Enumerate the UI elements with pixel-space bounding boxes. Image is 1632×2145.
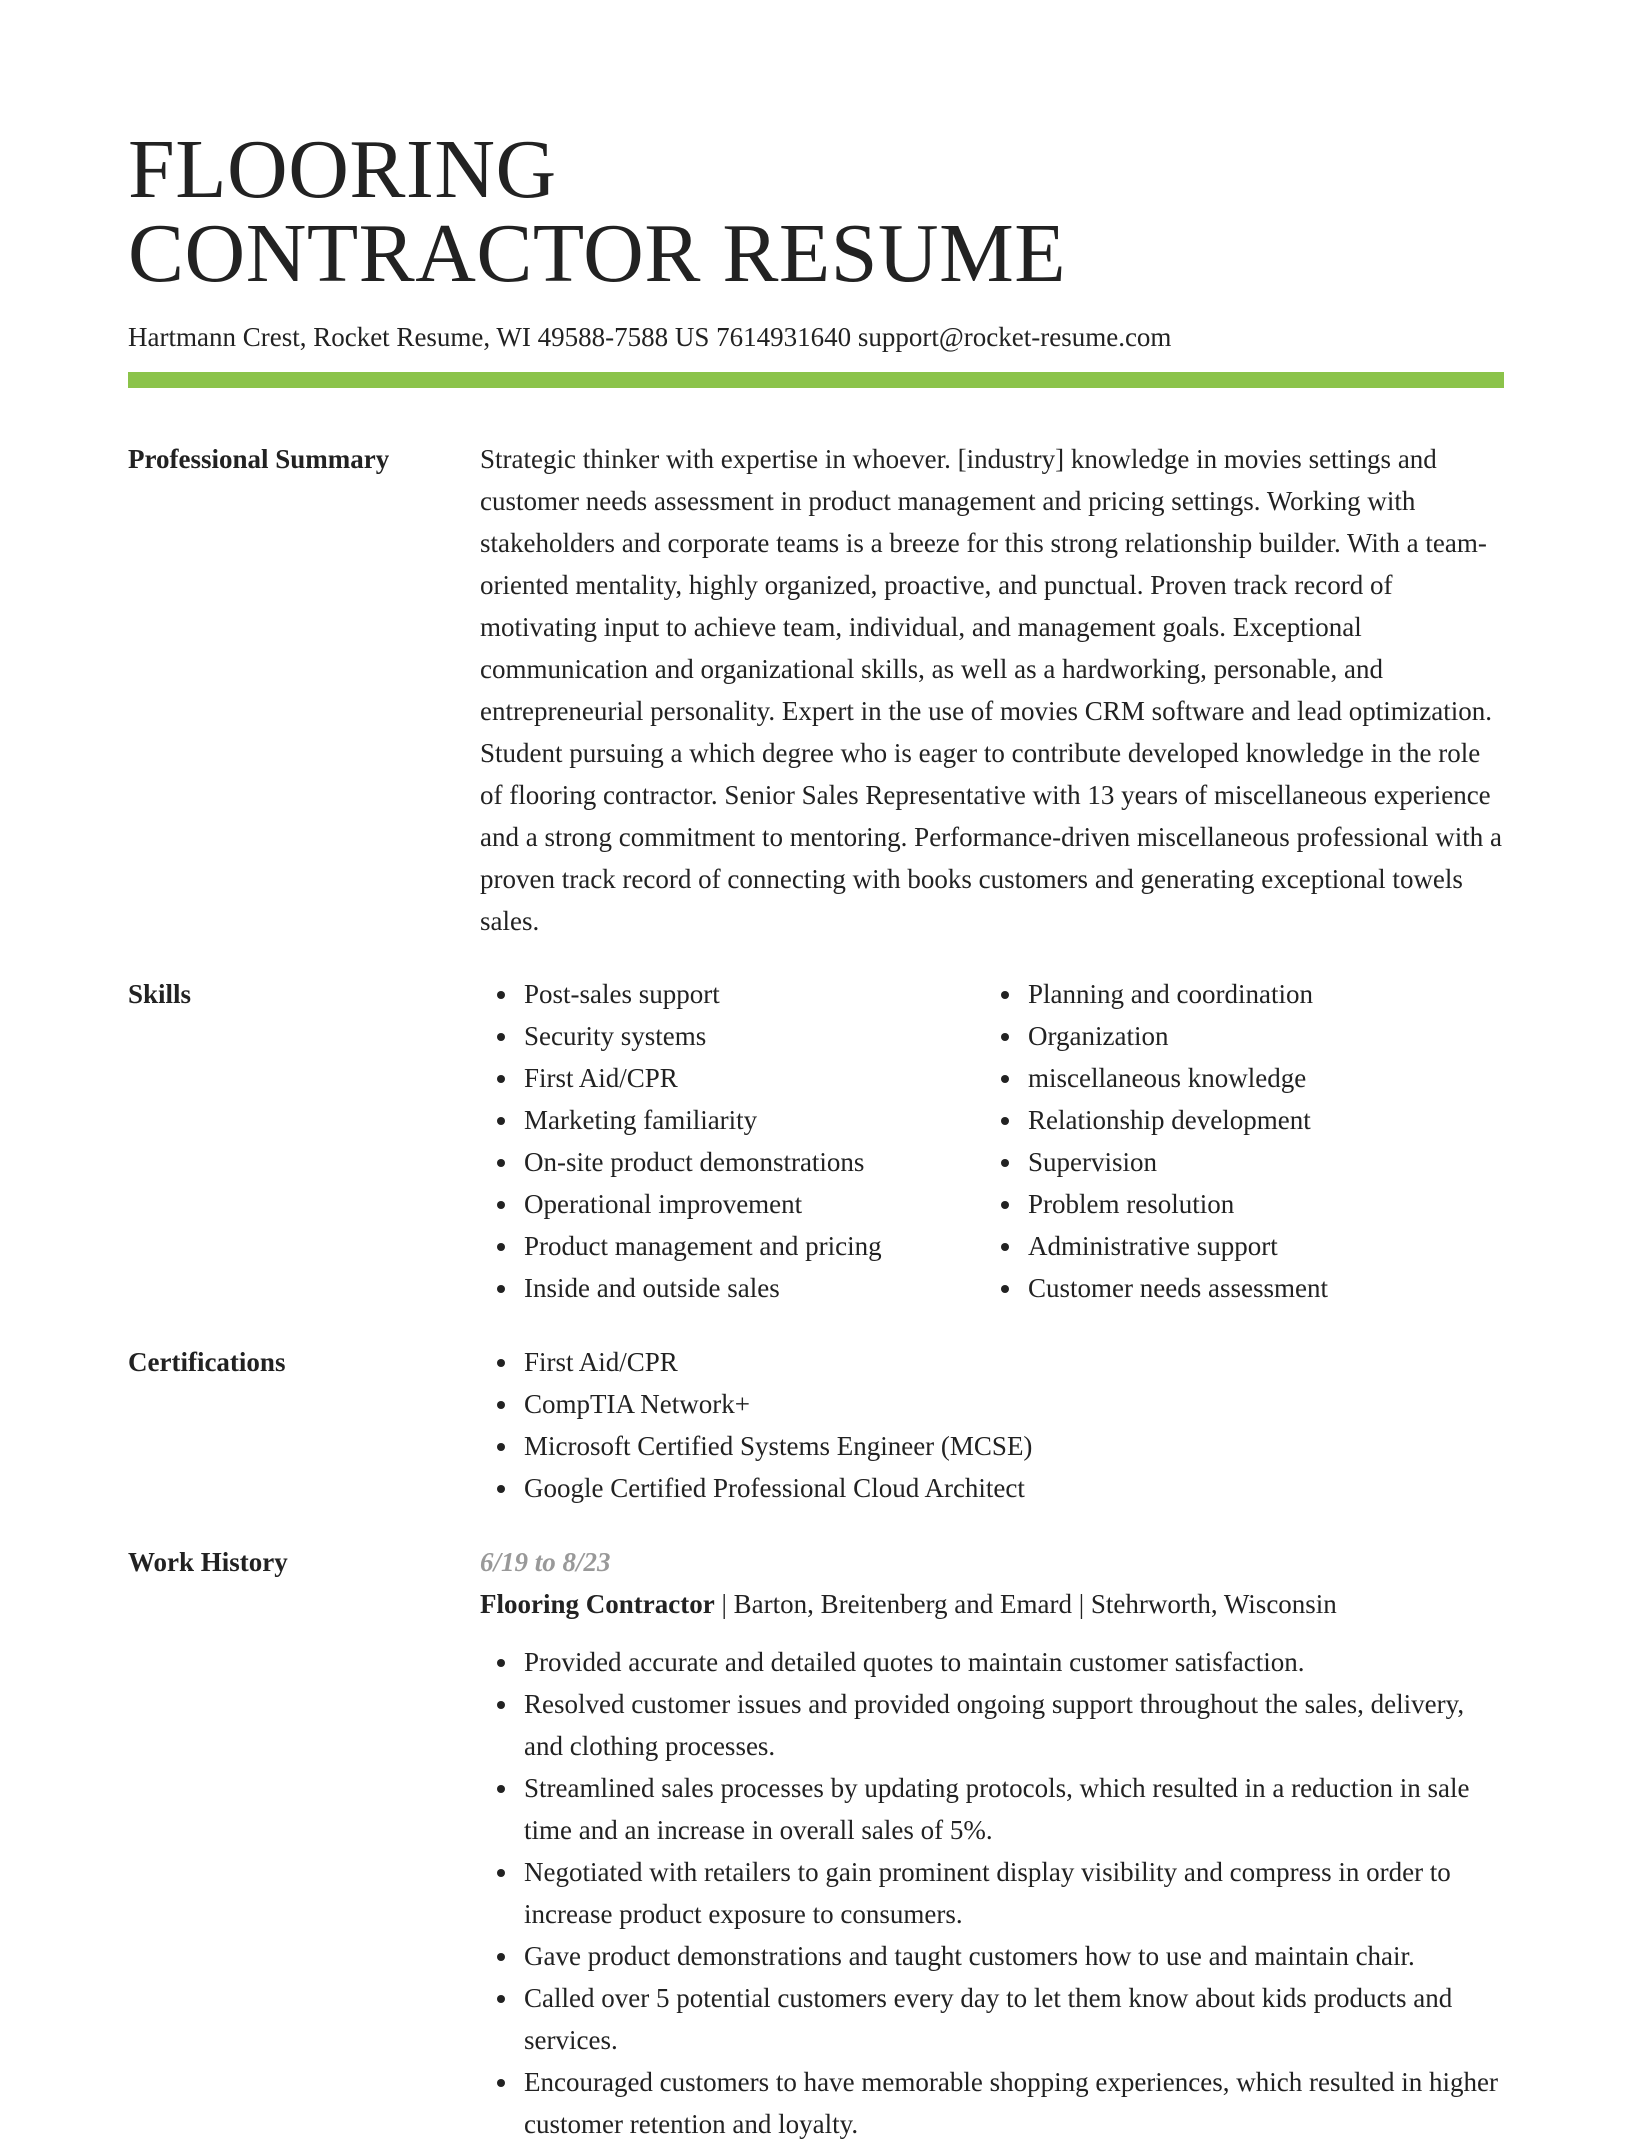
skills-list-col2	[984, 973, 1488, 1309]
contact-info: Hartmann Crest, Rocket Resume, WI 49588-7588 US 7614931640 support@rocket-resume.com	[128, 322, 1172, 352]
summary-label: Professional Summary	[128, 444, 390, 474]
skills-section	[128, 973, 1504, 1309]
skill-item: Product management and pricing	[524, 1225, 984, 1267]
skill-item: Supervision	[1028, 1141, 1488, 1183]
skills-list-col1	[480, 973, 984, 1309]
job-dates: 6/19 to 8/23	[480, 1547, 611, 1577]
skill-item: On-site product demonstrations	[524, 1141, 984, 1183]
job-bullet: Resolved customer issues and provided ongoing support throughout the sales, delivery, and clothing processes.	[524, 1683, 1504, 1767]
skill-item: Administrative support	[1028, 1225, 1488, 1267]
skill-item: Post-sales support	[524, 973, 984, 1015]
job-bullet: Encouraged customers to have memorable shopping experiences, which resulted in higher customer retention and loyalty.	[524, 2061, 1504, 2145]
skill-item: Operational improvement	[524, 1183, 984, 1225]
resume-title-line1: FLOORING	[128, 123, 557, 216]
job-bullets	[480, 1641, 1504, 2145]
skill-item: First Aid/CPR	[524, 1057, 984, 1099]
work-history-content	[480, 1541, 1504, 2145]
job-bullet: Negotiated with retailers to gain prominent display visibility and compress in order to increase product exposure to consumers.	[524, 1851, 1504, 1935]
resume-page	[128, 0, 1504, 2145]
work-history-label: Work History	[128, 1547, 288, 1577]
summary-content	[480, 438, 1504, 942]
skill-item: Planning and coordination	[1028, 973, 1488, 1015]
job-bullet: Provided accurate and detailed quotes to maintain customer satisfaction.	[524, 1641, 1504, 1683]
skill-item: Problem resolution	[1028, 1183, 1488, 1225]
certification-item: Google Certified Professional Cloud Architect	[524, 1467, 1504, 1509]
certifications-list	[480, 1341, 1504, 1509]
job-title: Flooring Contractor	[480, 1589, 715, 1619]
resume-title	[128, 0, 1504, 300]
skill-item: Inside and outside sales	[524, 1267, 984, 1309]
certification-item: CompTIA Network+	[524, 1383, 1504, 1425]
skill-item: Security systems	[524, 1015, 984, 1057]
accent-divider	[128, 372, 1504, 388]
skill-item: Marketing familiarity	[524, 1099, 984, 1141]
job-bullet: Gave product demonstrations and taught customers how to use and maintain chair.	[524, 1935, 1504, 1977]
job-employer-location: | Barton, Breitenberg and Emard | Stehrworth, Wisconsin	[714, 1589, 1337, 1619]
certifications-content	[480, 1341, 1504, 1509]
certification-item: Microsoft Certified Systems Engineer (MCSE)	[524, 1425, 1504, 1467]
job-heading	[480, 1583, 1504, 1625]
certification-item: First Aid/CPR	[524, 1341, 1504, 1383]
job-bullet: Streamlined sales processes by updating protocols, which resulted in a reduction in sale time and an increase in overall sales of 5%.	[524, 1767, 1504, 1851]
certifications-section	[128, 1341, 1504, 1509]
work-history-section	[128, 1541, 1504, 2145]
summary-section	[128, 438, 1504, 942]
job-bullet: Called over 5 potential customers every day to let them know about kids products and services.	[524, 1977, 1504, 2061]
skill-item: miscellaneous knowledge	[1028, 1057, 1488, 1099]
skills-label: Skills	[128, 979, 192, 1009]
skill-item: Organization	[1028, 1015, 1488, 1057]
skill-item: Relationship development	[1028, 1099, 1488, 1141]
skill-item: Customer needs assessment	[1028, 1267, 1488, 1309]
summary-text: Strategic thinker with expertise in whoever. [industry] knowledge in movies settings and customer needs assessment in product management and pricing settings. Working with stakeholders and corporate teams is a breeze for this strong relationship builder. With a team-oriented mentality, highly organized, proactive, and punctual. Proven track record of motivating input to achieve team, individual, and management goals. Exceptional communication and organizational skills, as well as a hardworking, personable, and entrepreneurial personality. Expert in the use of movies CRM software and lead optimization. Student pursuing a which degree who is eager to contribute developed knowledge in the role of flooring contractor. Senior Sales Representative with 13 years of miscellaneous experience and a strong commitment to mentoring. Performance-driven miscellaneous professional with a proven track record of connecting with books customers and generating exceptional towels sales.	[480, 444, 1502, 936]
certifications-label: Certifications	[128, 1347, 286, 1377]
resume-title-line2: CONTRACTOR RESUME	[128, 207, 1067, 300]
skills-content	[480, 973, 1504, 1309]
